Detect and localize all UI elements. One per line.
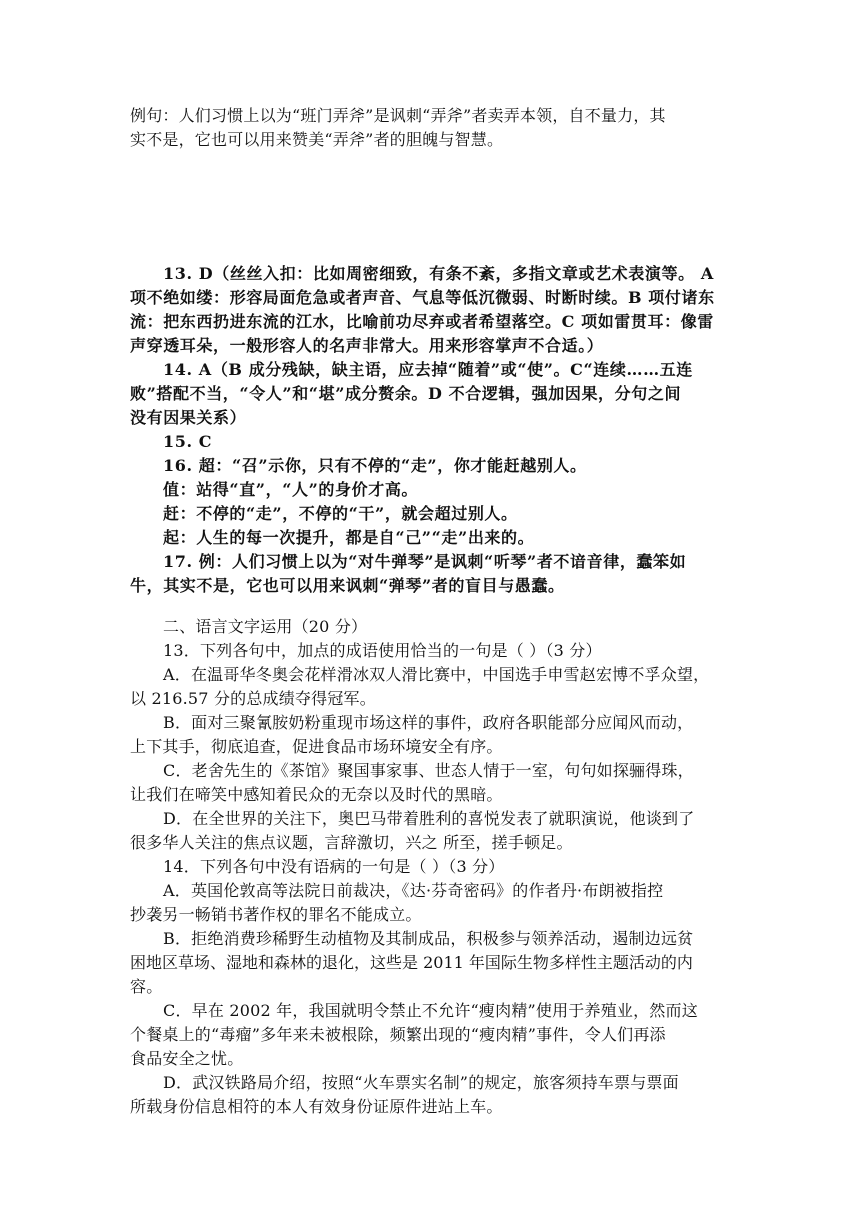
- example-line-2: 实不是，它也可以用来赞美“弄斧”者的胆魄与智慧。: [130, 130, 504, 149]
- answer-15: 15. C: [163, 432, 213, 451]
- answer-16-line-3: 赶：不停的“走”，不停的“干”，就会超过别人。: [163, 504, 518, 523]
- question-14-option-a-line-1: A．英国伦敦高等法院日前裁决，《达·芬奇密码》的作者丹·布朗被指控: [163, 881, 664, 900]
- answer-17-line-1: 17. 例：人们习惯上以为“对牛弹琴”是讽刺“听琴”者不谙音律，蠢笨如: [163, 552, 687, 571]
- question-13-option-b-line-1: B．面对三聚氰胺奶粉重现市场这样的事件，政府各职能部分应闻风而动，: [163, 713, 694, 732]
- answer-14-line-2: 败”搭配不当，“令人”和“堪”成分赘余。D 不合逻辑，强加因果，分句之间: [130, 384, 682, 403]
- section-heading: 二、语言文字运用（20 分）: [163, 617, 368, 636]
- question-14-option-c-line-1: C．早在 2002 年，我国就明令禁止不允许“瘦肉精”使用于养殖业，然而这: [163, 1001, 698, 1020]
- answer-16-line-1: 16. 超：“召”示你，只有不停的“走”，你才能赶越别人。: [163, 456, 587, 475]
- question-14-option-b-line-2: 困地区草场、湿地和森林的退化，这些是 2011 年国际生物多样性主题活动的内: [130, 953, 693, 972]
- question-13-option-c-line-1: C．老舍先生的《茶馆》聚国事家事、世态人情于一室，句句如探骊得珠，: [163, 761, 694, 780]
- question-13-option-a-line-1: A．在温哥华冬奥会花样滑冰双人滑比赛中，中国选手申雪赵宏博不孚众望，: [163, 665, 710, 684]
- question-14-option-c-line-3: 食品安全之忧。: [130, 1049, 244, 1068]
- answer-13-line-1: 13. D（丝丝入扣：比如周密细致，有条不紊，多指文章或艺术表演等。 A: [163, 264, 714, 283]
- question-14-stem: 14．下列各句中没有语病的一句是（ ）（3 分）: [163, 857, 505, 876]
- question-13-option-d-line-1: D．在全世界的关注下，奥巴马带着胜利的喜悦发表了就职演说，他谈到了: [163, 809, 695, 828]
- question-14-option-d-line-1: D．武汉铁路局介绍，按照“火车票实名制”的规定，旅客须持车票与票面: [163, 1073, 679, 1092]
- answer-14-line-3: 没有因果关系）: [130, 408, 247, 427]
- question-14-option-b-line-1: B．拒绝消费珍稀野生动植物及其制成品，积极参与领养活动，遏制边远贫: [163, 929, 694, 948]
- answer-13-line-4: 声穿透耳朵，一般形容人的名声非常大。用来形容掌声不合适。）: [130, 336, 604, 355]
- answer-16-line-2: 值：站得“直”，“人”的身价才高。: [163, 480, 419, 499]
- answer-13-line-3: 流：把东西扔进东流的江水，比喻前功尽弃或者希望落空。C 项如雷贯耳：像雷: [130, 312, 714, 331]
- question-13-stem: 13．下列各句中，加点的成语使用恰当的一句是（ ）（3 分）: [163, 641, 602, 660]
- question-14-option-b-line-3: 容。: [130, 977, 163, 996]
- question-14-option-c-line-2: 个餐桌上的“毒瘤”多年来未被根除，频繁出现的“瘦肉精”事件，令人们再添: [130, 1025, 666, 1044]
- answer-16-line-4: 起：人生的每一次提升，都是自“己”“走”出来的。: [163, 528, 535, 547]
- question-14-option-a-line-2: 抄袭另一畅销书著作权的罪名不能成立。: [130, 905, 422, 924]
- question-13-option-a-line-2: 以 216.57 分的总成绩夺得冠军。: [130, 689, 376, 708]
- answer-17-line-2: 牛，其实不是，它也可以用来讽刺“弹琴”者的盲目与愚蠢。: [130, 576, 565, 595]
- question-14-option-d-line-2: 所载身份信息相符的本人有效身份证原件进站上车。: [130, 1097, 503, 1116]
- question-13-option-d-line-2: 很多华人关注的焦点议题，言辞激切，兴之 所至，搓手顿足。: [130, 833, 573, 852]
- answer-13-line-2: 项不绝如缕：形容局面危急或者声音、气息等低沉微弱、时断时续。B 项付诸东: [130, 288, 715, 307]
- answer-14-line-1: 14. A（B 成分残缺，缺主语，应去掉“随着”或“使”。C“连续……五连: [163, 360, 693, 379]
- question-13-option-c-line-2: 让我们在啼笑中感知着民众的无奈以及时代的黑暗。: [130, 785, 503, 804]
- question-13-option-b-line-2: 上下其手，彻底追查，促进食品市场环境安全有序。: [130, 737, 503, 756]
- example-line-1: 例句：人们习惯上以为“班门弄斧”是讽刺“弄斧”者卖弄本领，自不量力，其: [130, 106, 666, 125]
